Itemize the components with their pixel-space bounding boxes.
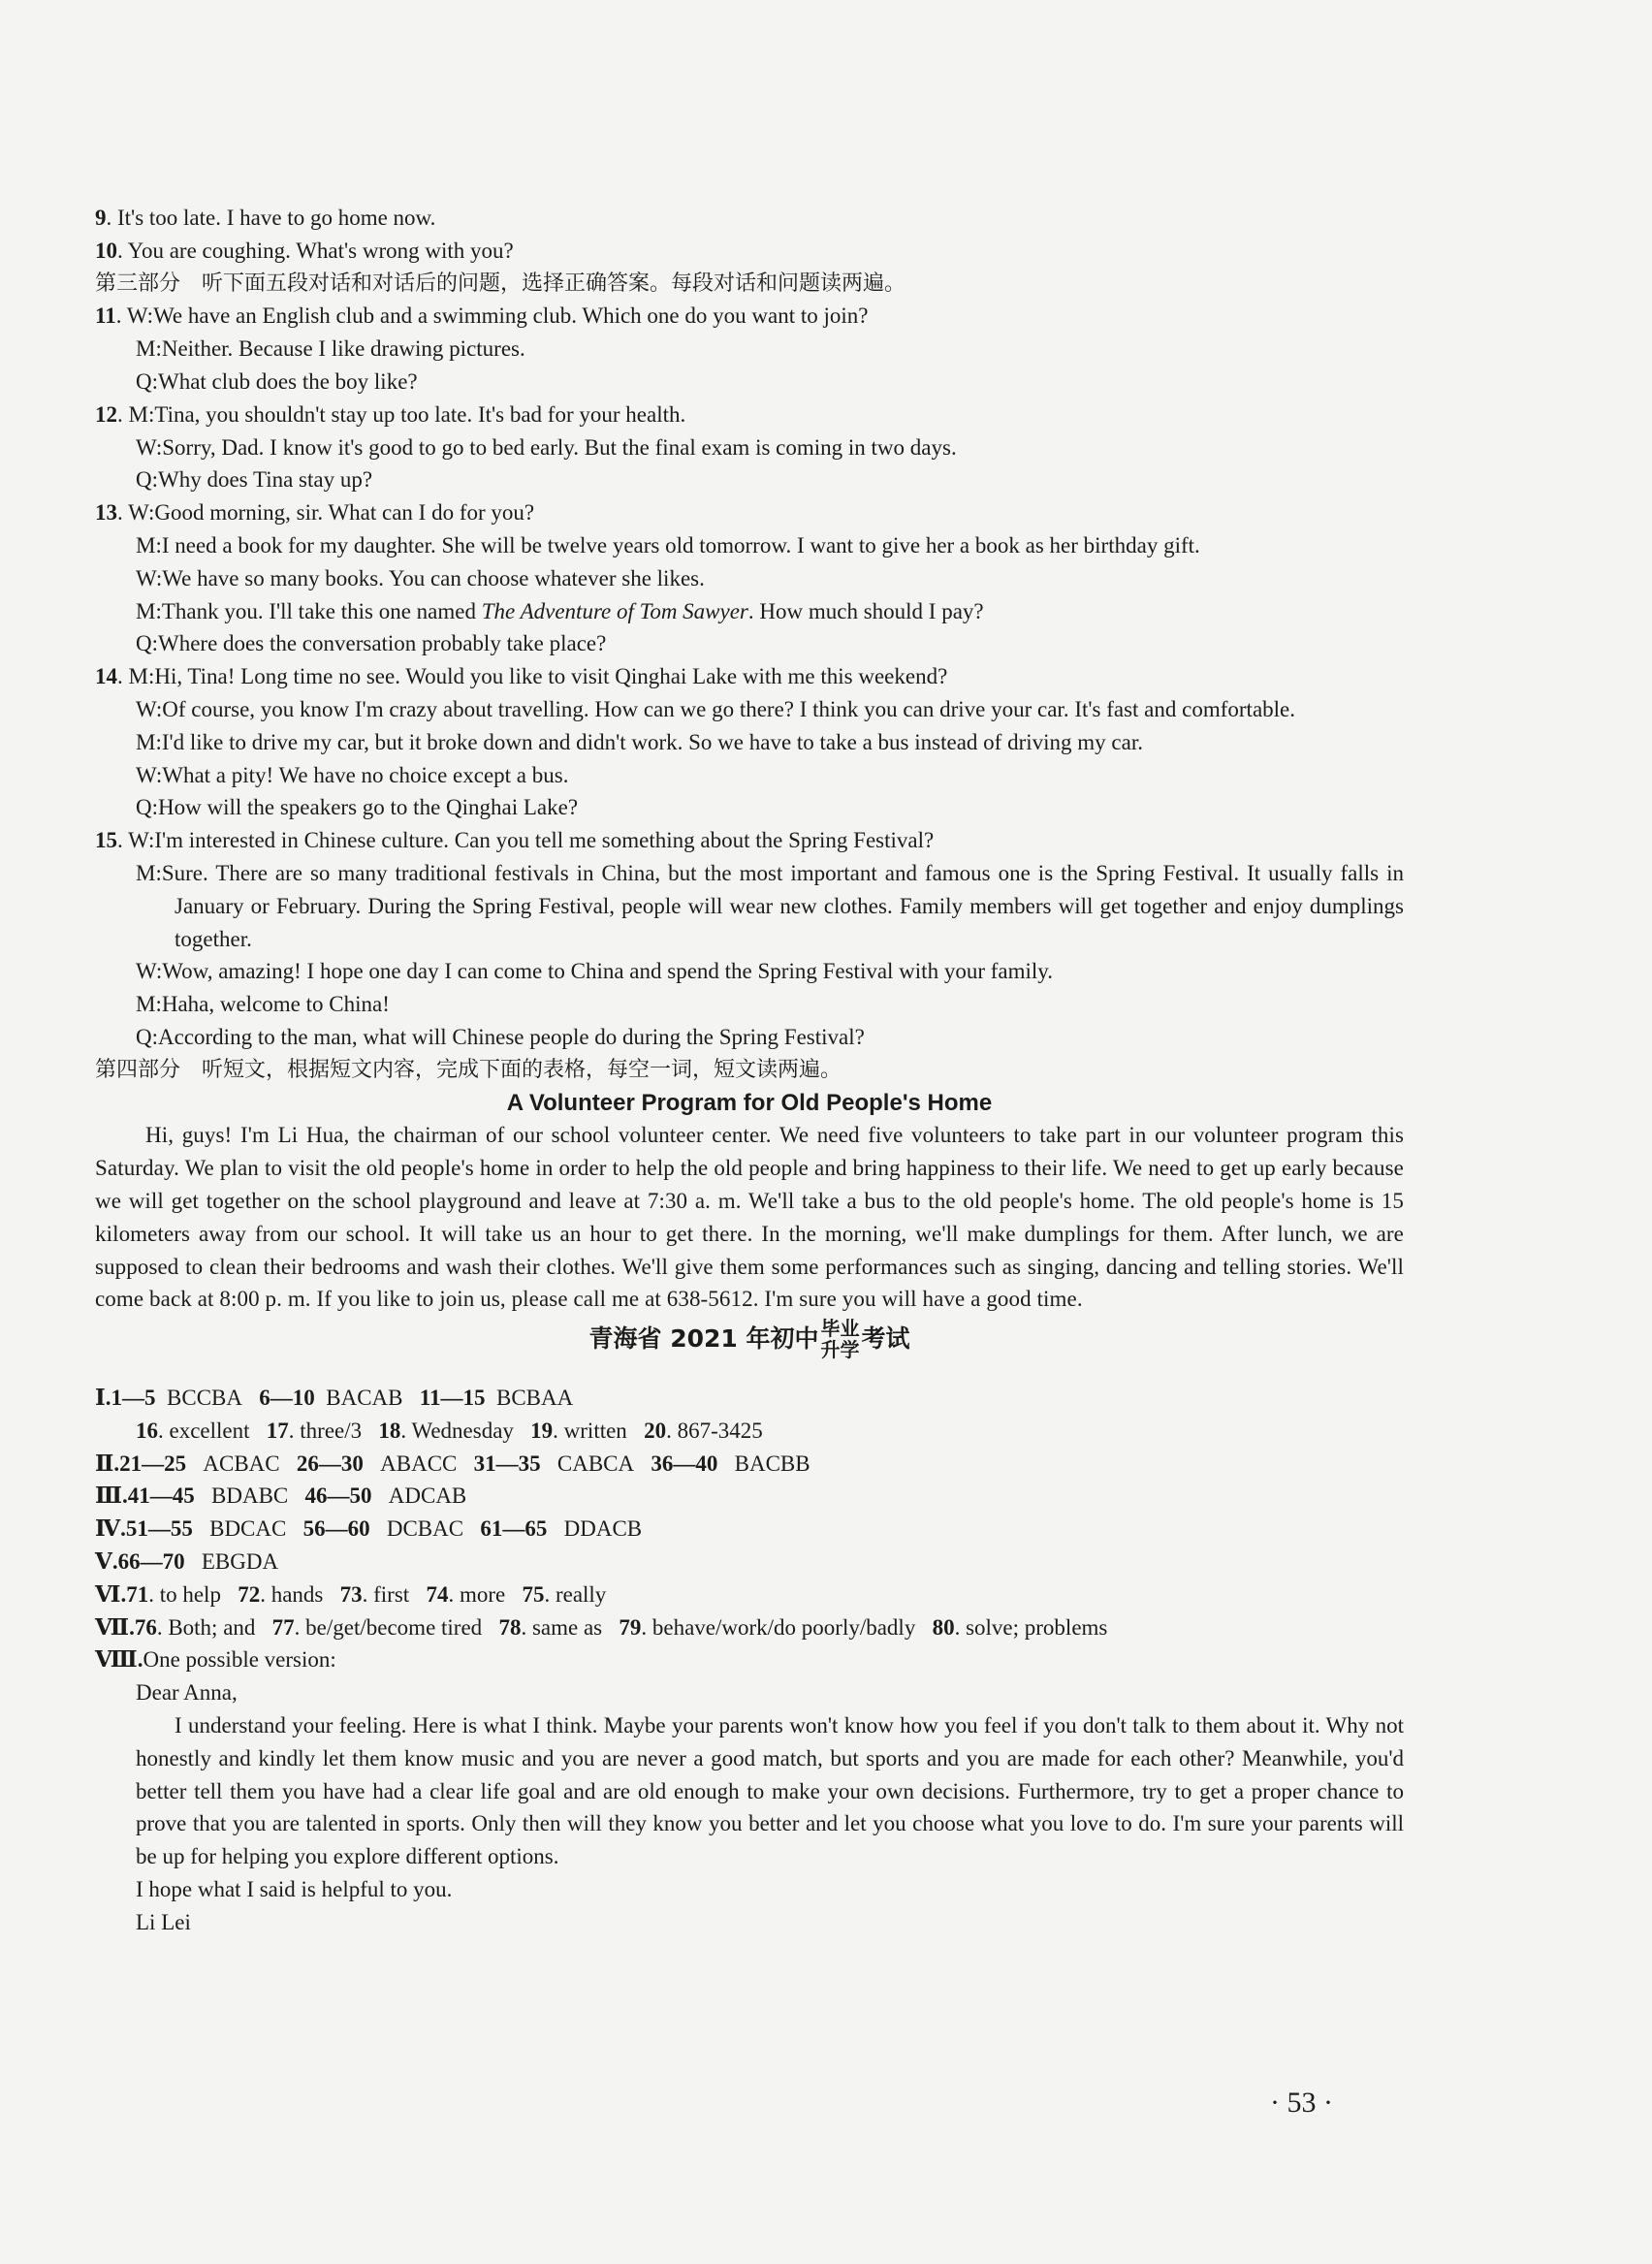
answer-text: . behave/work/do poorly/badly: [641, 1614, 916, 1640]
item-number: 15: [95, 828, 117, 853]
dialogue-line: . W:We have an English club and a swimming club. Which one do you want to join?: [115, 303, 869, 329]
dialogue-15-m2: M:Haha, welcome to China!: [136, 992, 390, 1017]
passage-text: Hi, guys! I'm Li Hua, the chairman of our school volunteer center. We need five volunteers to take part in our volunteer program this Saturday. We plan to visit the old people's home in order to help the old people and bring happiness to their life. We need to get up early because we will get together on the school playground and leave at 7:30 a. m. We'll take a bus to the old people's home. The old people's home is 15 kilometers away from our school. It will take us an hour to get there. In the morning, we'll make dumplings for them. After lunch, we are supposed to clean their bedrooms and wash their clothes. We'll give them some performances such as singing, dancing and telling stories. We'll come back at 8:00 p. m. If you like to join us, please call me at 638-5612. I'm sure you will have a good time.: [95, 1123, 1404, 1312]
letter-greeting: Dear Anna,: [136, 1680, 238, 1706]
answer-range: 6—10: [259, 1386, 315, 1411]
answer-letters: BACBB: [734, 1451, 810, 1476]
answer-text: . solve; problems: [954, 1614, 1108, 1640]
dialogue-14-m1: [95, 660, 1404, 693]
item-text: . It's too late. I have to go home now.: [106, 206, 436, 230]
sample-letter: [95, 1676, 1404, 1938]
item-number: 17: [266, 1418, 289, 1443]
item-number: 12: [95, 401, 117, 427]
item-number: 77: [271, 1614, 295, 1640]
title-stack: [820, 1318, 859, 1360]
item-text: . You are coughing. What's wrong with you?: [117, 238, 514, 263]
answer-text: . hands: [260, 1581, 324, 1607]
dialogue-12-w: W:Sorry, Dad. I know it's good to go to bed early. But the final exam is coming in two days.: [136, 434, 957, 460]
answers-section-III: [95, 1480, 1404, 1513]
answer-text: . really: [544, 1581, 607, 1607]
answers-section-II: [95, 1448, 1404, 1481]
answer-letters: ACBAC: [203, 1451, 280, 1476]
item-number: 72: [238, 1581, 261, 1607]
part4-heading: 第四部分 听短文，根据短文内容，完成下面的表格，每空一词，短文读两遍。: [95, 1057, 842, 1082]
dialogue-14-q: Q:How will the speakers go to the Qinghai Lake?: [136, 795, 579, 820]
dialogue-13-w1: [95, 496, 1404, 529]
title-bottom: 升学: [820, 1338, 860, 1362]
answer-range: 46—50: [304, 1483, 372, 1509]
roman-numeral: Ⅰ.: [95, 1386, 111, 1411]
item-number: 71: [126, 1581, 149, 1607]
script-line-9: [95, 202, 1404, 235]
item-number: 14: [95, 664, 117, 689]
script-line-10: [95, 235, 1404, 268]
answer-text: . excellent: [158, 1418, 250, 1443]
answer-letters: CABCA: [556, 1451, 635, 1476]
item-number: 20: [644, 1418, 667, 1443]
dialogue-14-m2: M:I'd like to drive my car, but it broke down and didn't work. So we have to take a bus instead of driving my car.: [136, 729, 1143, 754]
book-title: The Adventure of Tom Sawyer: [481, 598, 748, 623]
answer-range: 66—70: [117, 1549, 185, 1575]
answer-text: . more: [448, 1581, 506, 1607]
item-number: 11: [95, 303, 116, 329]
item-number: 16: [136, 1418, 158, 1443]
answer-range: 61—65: [480, 1516, 548, 1542]
dialogue-line: . W:Good morning, sir. What can I do for you?: [117, 500, 535, 526]
item-number: 73: [339, 1581, 363, 1607]
dialogue-11-q: Q:What club does the boy like?: [136, 368, 418, 394]
dialogue-15-m1: M:Sure. There are so many traditional festivals in China, but the most important and famous one is the Spring Festival. It usually falls in January or February. During the Spring Festival, people will wear new clothes. Family members will get together and enjoy dumplings together.: [136, 860, 1404, 951]
dialogue-15-q: Q:According to the man, what will Chinese people do during the Spring Festival?: [136, 1024, 865, 1049]
dialogue-line: . How much should I pay?: [747, 598, 984, 623]
roman-numeral: Ⅲ.: [95, 1483, 128, 1509]
dialogue-13-m2: [95, 595, 1404, 628]
item-number: 79: [619, 1614, 642, 1640]
roman-numeral: Ⅷ.: [95, 1647, 143, 1673]
answers-section-VI: [95, 1578, 1404, 1611]
answer-letters: BACAB: [326, 1386, 403, 1411]
dialogue-line: . M:Tina, you shouldn't stay up too late. It's bad for your health.: [117, 401, 686, 427]
answer-range: 41—45: [127, 1483, 195, 1509]
dialogue-line: M:Thank you. I'll take this one named: [136, 598, 482, 623]
title-top: 毕业: [820, 1317, 860, 1341]
passage-title: A Volunteer Program for Old People's Home: [506, 1089, 993, 1116]
answer-text: . first: [362, 1581, 410, 1607]
dialogue-line: . M:Hi, Tina! Long time no see. Would you like to visit Qinghai Lake with me this weekend?: [117, 664, 948, 689]
answers-section-I: [95, 1382, 1404, 1415]
answer-letters: DDACB: [563, 1516, 643, 1542]
answer-letters: ABACC: [380, 1451, 458, 1476]
title-suffix: 考试: [861, 1324, 910, 1354]
item-number: 18: [378, 1418, 401, 1443]
dialogue-12-q: Q:Why does Tina stay up?: [136, 467, 373, 493]
dialogue-12-m: [95, 399, 1404, 431]
item-number: 75: [522, 1581, 545, 1607]
roman-numeral: Ⅱ.: [95, 1451, 120, 1476]
answer-range: 1—5: [111, 1386, 156, 1411]
dialogue-13-q: Q:Where does the conversation probably take place?: [136, 631, 607, 656]
roman-numeral: Ⅶ.: [95, 1614, 135, 1640]
dialogue-13-w2: W:We have so many books. You can choose whatever she likes.: [136, 565, 705, 590]
answer-range: 31—35: [473, 1451, 541, 1476]
dialogue-14-w1: W:Of course, you know I'm crazy about travelling. How can we go there? I think you can drive your car. It's fast and comfortable.: [136, 696, 1295, 721]
answer-text: . three/3: [288, 1418, 363, 1443]
letter-body: I understand your feeling. Here is what I think. Maybe your parents won't know how you feel if you don't talk to them about it. Why not honestly and kindly let them know music and you are never a good match, but sports and you are made for each other? Meanwhile, you'd better tell them you have had a clear life goal and are old enough to make your own decisions. Furthermore, try to get a proper chance to prove that you are talented in sports. Only then will they know you better and let you choose what you love to do. I'm sure your parents will be up for helping you explore different options.: [136, 1713, 1404, 1869]
answer-key-page: [95, 202, 1404, 1939]
roman-numeral: Ⅴ.: [95, 1549, 118, 1575]
dialogue-11-m: M:Neither. Because I like drawing pictures.: [136, 336, 525, 362]
answer-letters: BCBAA: [495, 1386, 574, 1411]
item-number: 19: [530, 1418, 554, 1443]
answer-letters: BCCBA: [167, 1386, 242, 1411]
dialogue-14-w2: W:What a pity! We have no choice except a bus.: [136, 762, 569, 787]
answers-section-VII: [95, 1611, 1404, 1644]
item-number: 80: [932, 1614, 955, 1640]
answer-letters: EBGDA: [201, 1549, 279, 1575]
answer-text: . written: [553, 1418, 627, 1443]
answer-letters: BDCAC: [209, 1516, 287, 1542]
answer-text: . 867-3425: [666, 1418, 763, 1443]
answers-section-V: [95, 1546, 1404, 1578]
answer-letters: BDABC: [211, 1483, 289, 1509]
answer-text: . Both; and: [156, 1614, 256, 1640]
dialogue-15-w2: W:Wow, amazing! I hope one day I can come to China and spend the Spring Festival with your family.: [136, 959, 1054, 984]
answer-range: 51—55: [125, 1516, 193, 1542]
letter-signature: Li Lei: [136, 1909, 191, 1934]
section-label: One possible version:: [143, 1647, 336, 1673]
answer-text: . to help: [148, 1581, 221, 1607]
roman-numeral: Ⅵ.: [95, 1581, 127, 1607]
item-number: 78: [498, 1614, 522, 1640]
page-number: · 53 ·: [1270, 2087, 1333, 2119]
answers-section-IV: [95, 1513, 1404, 1546]
dialogue-line: . W:I'm interested in Chinese culture. Can you tell me something about the Spring Festival?: [117, 828, 935, 853]
answer-key-title: [95, 1318, 1404, 1382]
answer-letters: ADCAB: [388, 1483, 467, 1509]
answers-section-VIII: [95, 1643, 1404, 1676]
part3-heading: 第三部分 听下面五段对话和对话后的问题，选择正确答案。每段对话和问题读两遍。: [95, 271, 906, 296]
answers-section-I-fill: [95, 1415, 1404, 1448]
answer-range: 56—60: [302, 1516, 370, 1542]
item-number: 9: [95, 206, 107, 230]
roman-numeral: Ⅳ.: [95, 1516, 126, 1542]
item-number: 76: [134, 1614, 157, 1640]
item-number: 10: [95, 238, 117, 263]
answer-range: 26—30: [296, 1451, 364, 1476]
item-number: 13: [95, 500, 117, 526]
dialogue-11-w: [95, 300, 1404, 333]
answer-range: 36—40: [651, 1451, 718, 1476]
title-prefix: 青海省 2021 年初中: [588, 1324, 819, 1354]
answer-text: . same as: [521, 1614, 603, 1640]
answer-text: . be/get/become tired: [294, 1614, 483, 1640]
letter-closing: I hope what I said is helpful to you.: [136, 1877, 453, 1902]
dialogue-15-w1: [95, 824, 1404, 857]
answer-letters: DCBAC: [386, 1516, 464, 1542]
answer-range: 11—15: [419, 1386, 486, 1411]
item-number: 74: [426, 1581, 449, 1607]
dialogue-13-m1: M:I need a book for my daughter. She will be twelve years old tomorrow. I want to give her a book as her birthday gift.: [136, 532, 1200, 558]
answer-range: 21—25: [119, 1451, 187, 1476]
answer-text: . Wednesday: [400, 1418, 514, 1443]
